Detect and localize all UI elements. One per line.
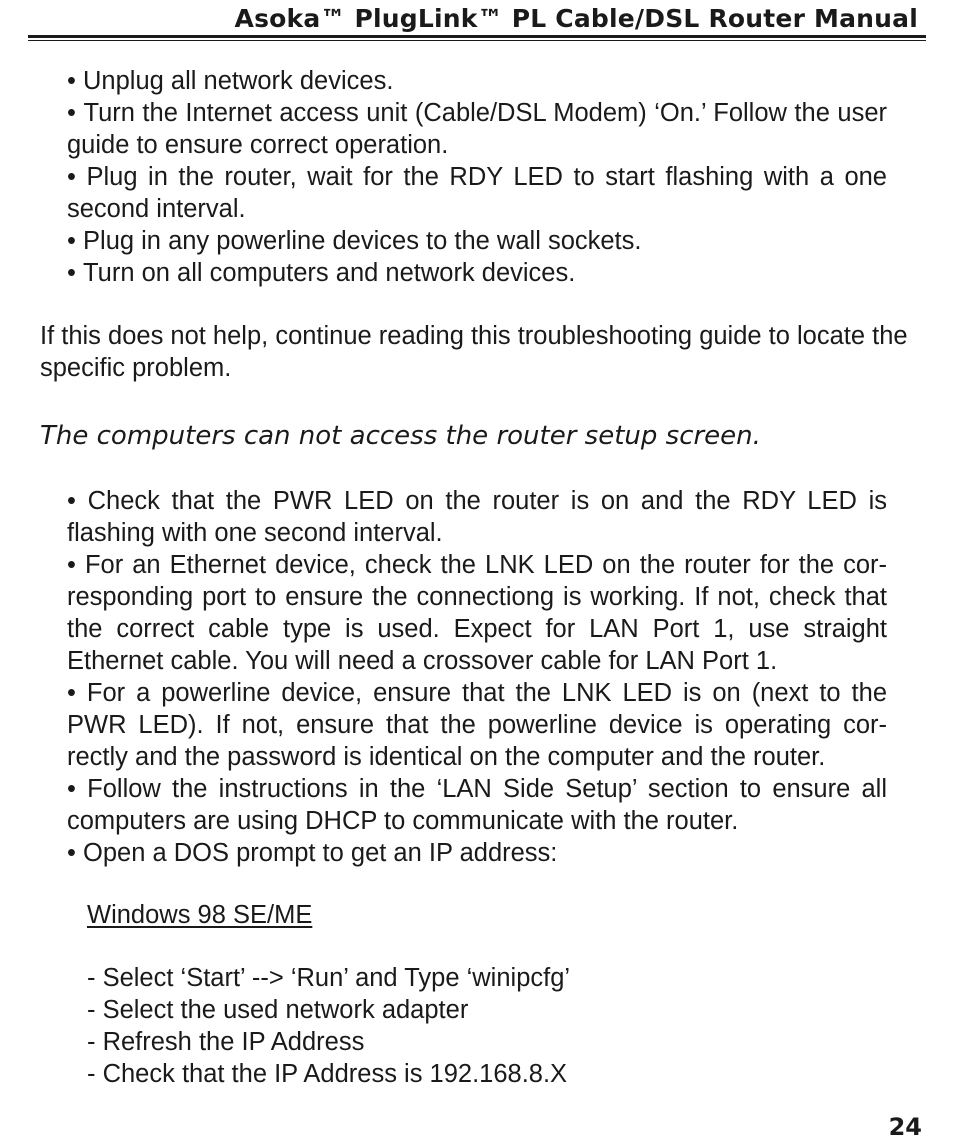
section-heading: The computers can not access the router setup screen. [40,421,761,451]
intro-bullet-list [67,65,887,289]
list-item: • Plug in the router, wait for the RDY LED to start flashing with a one second interval. [67,161,887,225]
list-item: - Check that the IP Address is 192.168.8.X [87,1058,570,1090]
list-item: • Turn the Internet access unit (Cable/DSL Modem) ‘On.’ Follow the user guide to ensure correct operation. [67,97,887,161]
header-rule-thick [28,35,926,38]
list-item: - Refresh the IP Address [87,1026,570,1058]
troubleshooting-paragraph: If this does not help, continue reading this troubleshooting guide to locate the specific problem. [40,322,908,382]
list-item: • For an Ethernet device, check the LNK LED on the router for the cor-responding port to ensure the connectiong is working. If not, check that the correct cable type is used. Expect for LAN Port 1, use straight Ethernet cable. You will need a crossover cable for LAN Port 1. [67,549,887,677]
header-title: Asoka™ PlugLink™ PL Cable/DSL Router Manual [234,4,918,33]
list-item: • Unplug all network devices. [67,65,887,97]
list-item: • Follow the instructions in the ‘LAN Side Setup’ section to ensure all computers are using DHCP to communicate with the router. [67,773,887,837]
list-item: - Select ‘Start’ --> ‘Run’ and Type ‘winipcfg’ [87,962,570,994]
page-number: 24 [888,1113,922,1141]
list-item: • For a powerline device, ensure that the LNK LED is on (next to the PWR LED). If not, ensure that the powerline device is operating cor-rectly and the password is identical on the computer and the router. [67,677,887,773]
list-item: • Check that the PWR LED on the router is on and the RDY LED is flashing with one second interval. [67,485,887,549]
windows-steps-list [87,962,570,1090]
header-rule-thin [28,40,926,41]
list-item: • Open a DOS prompt to get an IP address: [67,837,887,869]
list-item: • Plug in any powerline devices to the wall sockets. [67,225,887,257]
check-bullet-list [67,485,887,869]
list-item: - Select the used network adapter [87,994,570,1026]
list-item: • Turn on all computers and network devices. [67,257,887,289]
windows-subheading: Windows 98 SE/ME [87,901,313,929]
